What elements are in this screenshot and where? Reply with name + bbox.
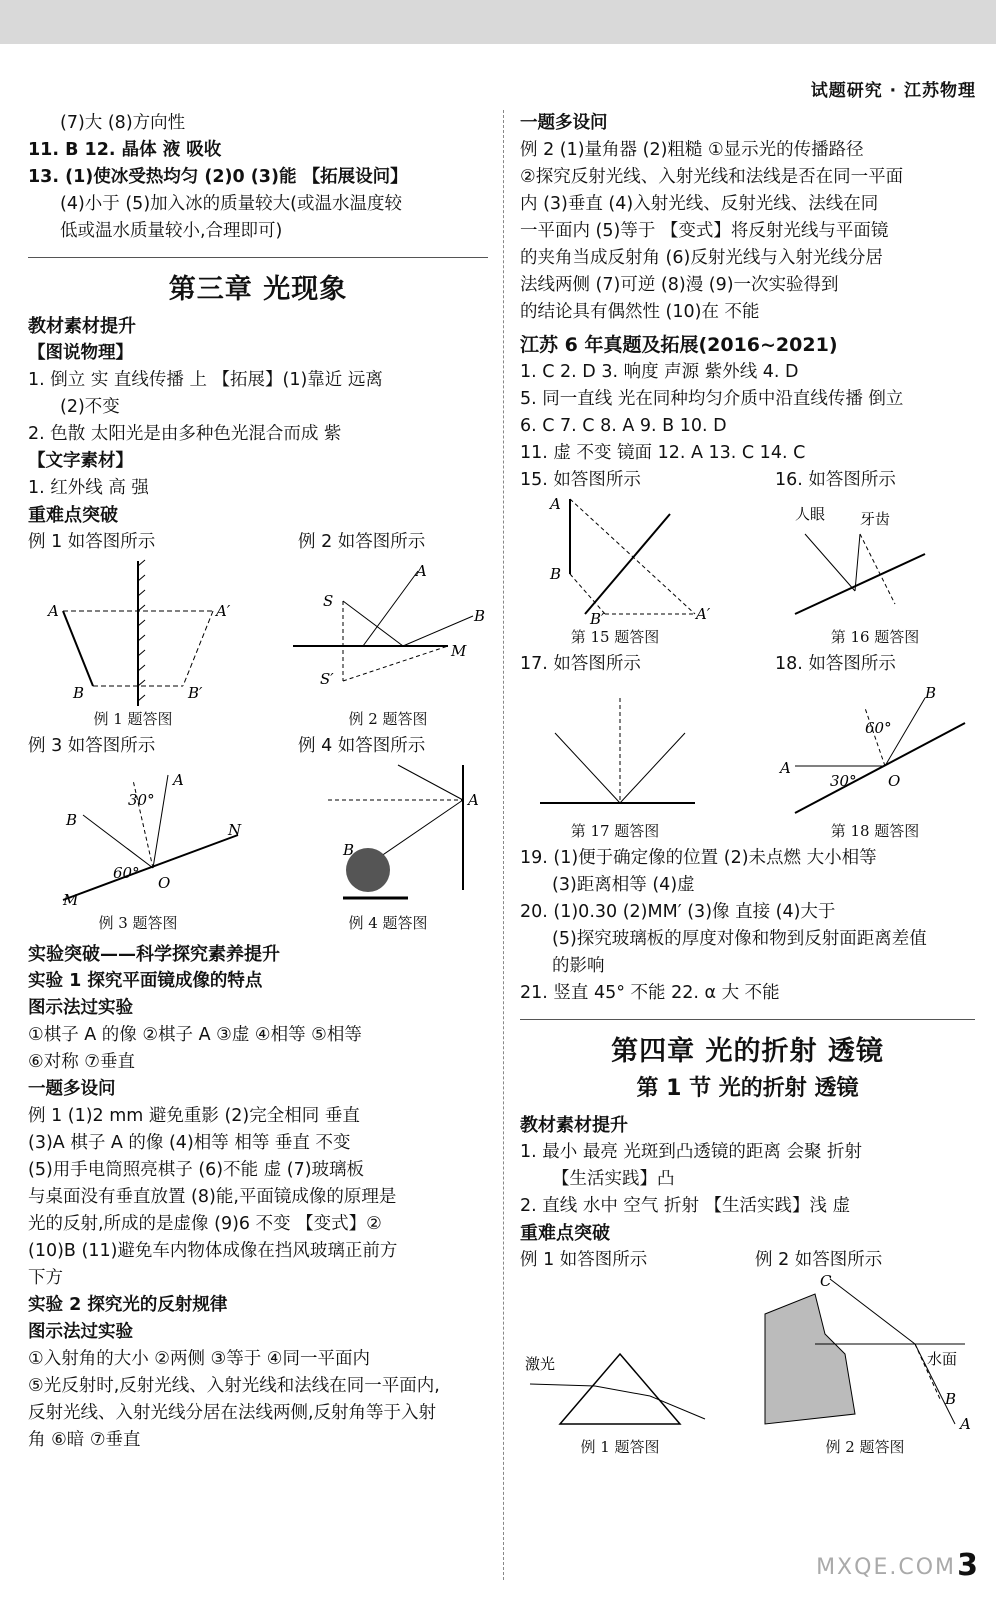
label-B: B (474, 607, 486, 625)
label-laser: 激光 (525, 1355, 556, 1373)
answer-line: 反射光线、入射光线分居在法线两侧,反射角等于入射 (28, 1403, 437, 1423)
label-N: N (228, 821, 242, 839)
answer-line: 【生活实践】凸 (552, 1169, 675, 1189)
angle-30: 30° (830, 772, 857, 790)
sub-heading: 图示法过实验 (28, 998, 133, 1018)
answer-line: 的结论具有偶然性 (10)在 不能 (520, 302, 760, 322)
answer-line: 1. C 2. D 3. 响度 声源 紫外线 4. D (520, 362, 799, 382)
section-heading: 重难点突破 (28, 505, 118, 526)
figure-caption: 例 1 题答图 (580, 1438, 660, 1456)
label-B: B (73, 684, 85, 702)
answer-line: 13. (1)使冰受热均匀 (2)0 (3)能 【拓展设问】 (28, 167, 408, 187)
figure-ex1 (28, 556, 238, 733)
figure-ex3 (28, 760, 248, 937)
section-heading: 实验突破——科学探究素养提升 (28, 944, 280, 965)
figure-caption: 第 16 题答图 (830, 628, 920, 646)
answer-line: 的夹角当成反射角 (6)反射光线与入射光线分居 (520, 248, 883, 268)
answer-line: 19. (1)便于确定像的位置 (2)未点燃 大小相等 (520, 848, 877, 868)
answer-line: 1. 最小 最亮 光斑到凸透镜的距离 会聚 折射 (520, 1142, 863, 1162)
label-eye: 人眼 (795, 505, 826, 523)
figure-row (28, 556, 488, 733)
answer-line: 6. C 7. C 8. A 9. B 10. D (520, 416, 727, 436)
label-A: A (550, 495, 561, 513)
label-A: A (468, 791, 479, 809)
label-A: A (416, 562, 427, 580)
right-column (520, 110, 975, 1461)
section-title: 第 1 节 光的折射 透镜 (636, 1076, 859, 1101)
section-heading: 教材素材提升 (520, 1115, 628, 1136)
plant-mirror-diagram (288, 760, 488, 910)
answer-line: 1. 倒立 实 直线传播 上 【拓展】(1)靠近 远离 (28, 370, 383, 390)
answer-line: (5)用手电筒照亮棋子 (6)不能 虚 (7)玻璃板 (28, 1160, 365, 1180)
label-A: A (173, 771, 184, 789)
answer-line: 的影响 (552, 956, 605, 976)
answer-line: 内 (3)垂直 (4)入射光线、反射光线、法线在同 (520, 194, 879, 214)
watermark: MXQE.COM (816, 1555, 956, 1580)
figure-caption: 第 18 题答图 (830, 822, 920, 840)
label-B: B (945, 1390, 957, 1408)
label-O: O (888, 772, 901, 790)
water-refraction-diagram (755, 1274, 975, 1434)
figure-row (520, 1247, 975, 1274)
question-label: 16. 如答图所示 (775, 470, 896, 490)
example-label: 例 1 如答图所示 (28, 532, 156, 552)
figure-caption: 例 1 题答图 (93, 710, 173, 728)
figure-row (520, 1274, 975, 1461)
figure-row (28, 529, 488, 556)
answer-line: 低或温水质量较小,合理即可) (60, 221, 283, 241)
answer-line: ①棋子 A 的像 ②棋子 A ③虚 ④相等 ⑤相等 (28, 1025, 362, 1045)
chapter-title: 第三章 光现象 (168, 274, 348, 305)
label-B: B (343, 841, 355, 859)
answer-line: ②探究反射光线、入射光线和法线是否在同一平面 (520, 167, 904, 187)
sub-heading: 【图说物理】 (28, 343, 133, 363)
label-M: M (451, 642, 467, 660)
sub-heading: 一题多设问 (28, 1079, 116, 1099)
label-M: M (63, 891, 79, 909)
figure-caption: 例 2 题答图 (348, 710, 428, 728)
answer-line: (10)B (11)避免车内物体成像在挡风玻璃正前方 (28, 1241, 398, 1261)
prism-diagram (520, 1334, 720, 1434)
column-divider (503, 110, 504, 1580)
figure-caption: 第 17 题答图 (570, 822, 660, 840)
figure-prism (520, 1334, 720, 1461)
answer-line: 光的反射,所成的是虚像 (9)6 不变 【变式】② (28, 1214, 382, 1234)
angle-30: 30° (128, 791, 155, 809)
figure-caption: 例 2 题答图 (825, 1438, 905, 1456)
label-B-prime: B′ (188, 684, 203, 702)
label-tooth: 牙齿 (860, 510, 891, 528)
figure-row (520, 467, 975, 494)
sub-heading: 一题多设问 (520, 113, 608, 133)
answer-line: (4)小于 (5)加入冰的质量较大(或温水温度较 (60, 194, 402, 214)
figure-q16 (775, 494, 975, 651)
mirror-diagram-15 (520, 494, 710, 624)
angle-60: 60° (865, 719, 892, 737)
label-C: C (820, 1274, 832, 1290)
section-heading: 教材素材提升 (28, 316, 136, 337)
label-S-prime: S′ (320, 670, 334, 688)
sub-heading: 图示法过实验 (28, 1322, 133, 1342)
figure-q15 (520, 494, 710, 651)
answer-line: (2)不变 (60, 397, 120, 417)
answer-line: (7)大 (8)方向性 (60, 113, 186, 133)
answer-line: ⑤光反射时,反射光线、入射光线和法线在同一平面内, (28, 1376, 440, 1396)
label-A: A (48, 602, 59, 620)
figure-row (28, 760, 488, 937)
figure-caption: 例 3 题答图 (98, 914, 178, 932)
answer-line: 5. 同一直线 光在同种均匀介质中沿直线传播 倒立 (520, 389, 904, 409)
figure-ex4 (288, 760, 488, 937)
example-label: 例 4 如答图所示 (298, 736, 426, 756)
question-label: 18. 如答图所示 (775, 654, 896, 674)
answer-line: ⑥对称 ⑦垂直 (28, 1052, 135, 1072)
figure-row (520, 678, 975, 845)
sub-heading: 实验 1 探究平面镜成像的特点 (28, 971, 263, 991)
chapter-title: 第四章 光的折射 透镜 (611, 1036, 884, 1067)
answer-line: (5)探究玻璃板的厚度对像和物到反射面距离差值 (552, 929, 927, 949)
figure-ex2 (288, 556, 488, 733)
label-A: A (960, 1415, 971, 1433)
answer-line: 一平面内 (5)等于 【变式】将反射光线与平面镜 (520, 221, 889, 241)
answer-line: 21. 竖直 45° 不能 22. α 大 不能 (520, 983, 780, 1003)
answer-line: 1. 红外线 高 强 (28, 478, 149, 498)
label-A: A (780, 759, 791, 777)
label-B: B (550, 565, 562, 583)
scan-top-strip (0, 0, 996, 44)
example-label: 例 2 如答图所示 (755, 1250, 883, 1270)
sub-heading: 【文字素材】 (28, 451, 133, 471)
figure-q18 (775, 678, 975, 845)
answer-line: 例 2 (1)量角器 (2)粗糙 ①显示光的传播路径 (520, 140, 864, 160)
label-B: B (66, 811, 78, 829)
reflection-diagram (288, 556, 488, 706)
label-A-prime: A′ (696, 605, 710, 623)
figure-row (520, 494, 975, 651)
figure-q17 (520, 678, 710, 845)
section-heading: 江苏 6 年真题及拓展(2016~2021) (520, 334, 838, 356)
answer-line: 11. B 12. 晶体 液 吸收 (28, 140, 222, 160)
section-rule (28, 257, 488, 258)
tooth-mirror-diagram (775, 494, 975, 624)
answer-line: (3)A 棋子 A 的像 (4)相等 相等 垂直 不变 (28, 1133, 351, 1153)
answer-line: 11. 虚 不变 镜面 12. A 13. C 14. C (520, 443, 806, 463)
mirror-image-diagram (28, 556, 238, 706)
figure-caption: 例 4 题答图 (348, 914, 428, 932)
label-A-prime: A′ (216, 602, 231, 620)
answer-line: (3)距离相等 (4)虚 (552, 875, 695, 895)
angle-60: 60° (113, 864, 140, 882)
answer-line: 20. (1)0.30 (2)MM′ (3)像 直接 (4)大于 (520, 902, 836, 922)
answer-line: 2. 直线 水中 空气 折射 【生活实践】浅 虚 (520, 1196, 851, 1216)
running-header: 试题研究 · 江苏物理 (810, 81, 976, 101)
label-water-surface: 水面 (927, 1350, 958, 1368)
angle-reflection-diagram (28, 760, 248, 910)
answer-line: 2. 色散 太阳光是由多种色光混合而成 紫 (28, 424, 342, 444)
answer-line: 与桌面没有垂直放置 (8)能,平面镜成像的原理是 (28, 1187, 397, 1207)
label-B: B (925, 684, 937, 702)
example-label: 例 3 如答图所示 (28, 736, 156, 756)
section-rule (520, 1019, 975, 1020)
label-O: O (158, 874, 171, 892)
angle-mirror-diagram-18 (775, 678, 975, 818)
question-label: 17. 如答图所示 (520, 654, 641, 674)
answer-line: 角 ⑥暗 ⑦垂直 (28, 1430, 141, 1450)
answer-line: 法线两侧 (7)可逆 (8)漫 (9)一次实验得到 (520, 275, 839, 295)
figure-row (520, 651, 975, 678)
figure-water (755, 1274, 975, 1461)
question-label: 15. 如答图所示 (520, 470, 641, 490)
left-column (28, 110, 488, 1454)
answer-line: 例 1 (1)2 mm 避免重影 (2)完全相同 垂直 (28, 1106, 360, 1126)
answer-line: ①入射角的大小 ②两侧 ③等于 ④同一平面内 (28, 1349, 370, 1369)
label-S: S (323, 592, 334, 610)
figure-row (28, 733, 488, 760)
page-number: 3 (957, 1548, 978, 1583)
figure-caption: 第 15 题答图 (570, 628, 660, 646)
answer-line: 下方 (28, 1268, 63, 1288)
section-heading: 重难点突破 (520, 1223, 610, 1244)
label-B-prime: B′ (590, 610, 605, 624)
reflection-diagram-17 (520, 678, 710, 818)
sub-heading: 实验 2 探究光的反射规律 (28, 1295, 228, 1315)
example-label: 例 2 如答图所示 (298, 532, 426, 552)
example-label: 例 1 如答图所示 (520, 1250, 648, 1270)
